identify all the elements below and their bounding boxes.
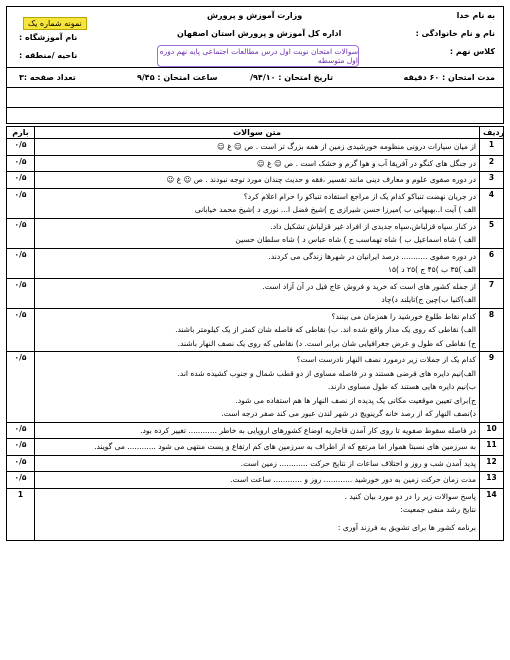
question-number: 14 [480, 488, 504, 541]
question-line: کدام نقاط طلوع خورشید را همزمان می بینند؟ [331, 311, 476, 321]
header-divider [7, 67, 503, 68]
class-label: کلاس نهم : [449, 47, 495, 56]
bismillah: به نام خدا [456, 11, 495, 20]
question-line: مدت زمان حرکت زمین به دور خورشید ............ روز و ............ ساعت است. [230, 475, 476, 484]
question-line: ج)برای تعیین موقعیت مکانی یک پدیده از نصف النهار ها هم استفاده می شود. [235, 395, 476, 405]
question-line: پاسخ سوالات زیر را در دو مورد بیان کنید . [344, 491, 476, 501]
table-row [7, 139, 504, 156]
question-number: 11 [480, 439, 504, 456]
question-text [35, 218, 480, 248]
question-line: الف)کنیا ب)چین ج)تایلند د)چاد [381, 295, 476, 304]
question-score: ۰/۵ [7, 472, 35, 489]
question-line: در جنگل های کنگو در آفریقا آب و هوا گرم و خشک است . ص ☺ غ ☺ [256, 158, 476, 168]
table-header-row [7, 127, 504, 139]
question-number: 13 [480, 472, 504, 489]
province-office: اداره کل آموزش و پرورش استان اصفهان [177, 29, 342, 38]
table-row [7, 172, 504, 189]
question-line: الف )۳۵ ب )۴۵ ج )۲۵ د )۱۵ [387, 265, 476, 274]
table-row [7, 155, 504, 172]
question-line: الف ) شاه اسماعیل ب ) شاه تهماسب ج ) شاه عباس د ) شاه سلطان حسین [235, 235, 476, 244]
table-row [7, 422, 504, 439]
question-text [35, 172, 480, 189]
question-score: ۰/۵ [7, 188, 35, 218]
ministry-name: وزارت آموزش و پرورش [207, 11, 303, 20]
text-header: متن سوالات [35, 127, 480, 139]
question-line: ج) نقاطی که طول و عرض جغرافیایی شان برابر است. د) نقاطی که روی یک نصف النهار باشند. [177, 338, 476, 348]
question-number: 9 [480, 352, 504, 423]
question-score: ۰/۵ [7, 308, 35, 352]
question-score: ۰/۵ [7, 278, 35, 308]
question-line: پدید آمدن شب و روز و اختلاف ساعات از نتایج حرکت ............ زمین است. [240, 458, 476, 468]
question-line: الف) نقاطی که روی یک مدار واقع شده اند. ب) نقاطی که فاصله شان کمتر از یک کیلومتر باشند. [175, 325, 476, 334]
header-divider [7, 87, 503, 88]
table-row [7, 278, 504, 308]
question-text [35, 352, 480, 423]
question-score: ۰/۵ [7, 155, 35, 172]
question-line: الف ) آیت ا..بهبهانی ب )میرزا حسن شیرازی ج )شیخ فضل ا... نوری د )شیخ محمد خیابانی [194, 205, 476, 214]
page-count: تعداد صفحه :۳ [19, 73, 76, 82]
exam-header [6, 6, 504, 124]
question-number: 3 [480, 172, 504, 189]
question-text [35, 248, 480, 278]
question-line: الف)نیم دایره های فرضی هستند و در فاصله مساوی از دو قطب شمال و جنوب کشیده شده اند. [177, 368, 476, 378]
score-header: بارم [7, 127, 35, 139]
question-line: از جمله کشور های است که خرید و فروش عاج فیل در آن آزاد است. [262, 281, 476, 291]
question-line: ب)نیم دایره هایی هستند که طول مساوی دارند. [327, 382, 476, 391]
question-score: ۰/۵ [7, 248, 35, 278]
table-row [7, 188, 504, 218]
question-line: در کنار سپاه قزلباش،سپاه جدیدی از افراد غیر قزلباش تشکیل داد. [270, 221, 476, 231]
question-number: 10 [480, 422, 504, 439]
question-score: ۰/۵ [7, 455, 35, 472]
exam-date: تاریخ امتحان : ۹۴/۱۰/ [250, 73, 333, 82]
question-number: 8 [480, 308, 504, 352]
table-row [7, 472, 504, 489]
table-row [7, 455, 504, 472]
table-row [7, 488, 504, 541]
question-line: نتایج رشد منفی جمعیت: [400, 505, 476, 514]
row-header: ردیف [480, 127, 504, 139]
question-number: 1 [480, 139, 504, 156]
questions-body [7, 139, 504, 541]
question-text [35, 308, 480, 352]
question-text [35, 422, 480, 439]
question-number: 5 [480, 218, 504, 248]
table-row [7, 248, 504, 278]
question-score: 1 [7, 488, 35, 541]
question-score: ۰/۵ [7, 352, 35, 423]
duration: مدت امتحان : ۶۰ دقیقه [403, 73, 495, 82]
family-label: نام و نام خانوادگی : [415, 29, 495, 38]
exam-title: سوالات امتحان نوبت اول درس مطالعات اجتماعی پایه نهم دوره اول متوسطه [157, 45, 359, 67]
question-score: ۰/۵ [7, 172, 35, 189]
question-text [35, 139, 480, 156]
question-line: در جریان نهضت تنباکو کدام یک از مراجع استفاده تنباکو را حرام اعلام کرد؟ [243, 191, 476, 201]
question-line: د)نصف النهار که از رصد خانه گرینویچ در شهر لندن عبور می کند صفر درجه است. [221, 409, 476, 418]
question-text [35, 155, 480, 172]
question-score: ۰/۵ [7, 422, 35, 439]
question-number: 2 [480, 155, 504, 172]
table-row [7, 352, 504, 423]
school-label: نام آموزشگاه : [19, 33, 78, 42]
question-line: در فاصله سقوط صفویه تا روی کار آمدن قاجاریه اوضاع کشورهای اروپایی به خاطر ............ تغییر کرده بود. [140, 425, 476, 435]
question-number: 12 [480, 455, 504, 472]
question-text [35, 188, 480, 218]
question-number: 6 [480, 248, 504, 278]
question-text [35, 488, 480, 541]
question-line: به سرزمین های نسبتا هموار اما مرتفع که از اطراف به سرزمین های کم ارتفاع و پست منتهی می شود ............ می گویند. [94, 442, 476, 451]
question-score: ۰/۵ [7, 218, 35, 248]
table-row [7, 218, 504, 248]
region-label: ناحیه /منطقه : [19, 51, 78, 60]
sample-badge: نمونه شماره یک [23, 17, 87, 30]
question-line: برنامه کشور ها برای تشویق به فرزند آوری : [337, 523, 476, 532]
question-number: 4 [480, 188, 504, 218]
exam-time: ساعت امتحان : ۹/۴۵ [137, 73, 218, 82]
question-line: کدام یک از جملات زیر درمورد نصف النهار نادرست است؟ [296, 355, 476, 364]
questions-table [6, 126, 504, 541]
table-row [7, 439, 504, 456]
question-score: ۰/۵ [7, 439, 35, 456]
question-score: ۰/۵ [7, 139, 35, 156]
question-text [35, 455, 480, 472]
question-text [35, 278, 480, 308]
question-line: در دوره صفوی ........... درصد ایرانیان در شهرها زندگی می کردند. [268, 251, 476, 261]
table-row [7, 308, 504, 352]
question-text [35, 472, 480, 489]
question-text [35, 439, 480, 456]
question-line: از میان سیارات درونی منظومه خورشیدی زمین از همه بزرگ تر است . ص ☺ غ ☺ [217, 142, 476, 151]
question-line: در دوره صفوی علوم و معارف دینی مانند تفسیر ،فقه و حدیث چندان مورد توجه نبودند . ص ☺ غ ☺ [166, 175, 476, 184]
header-divider [7, 107, 503, 108]
question-number: 7 [480, 278, 504, 308]
